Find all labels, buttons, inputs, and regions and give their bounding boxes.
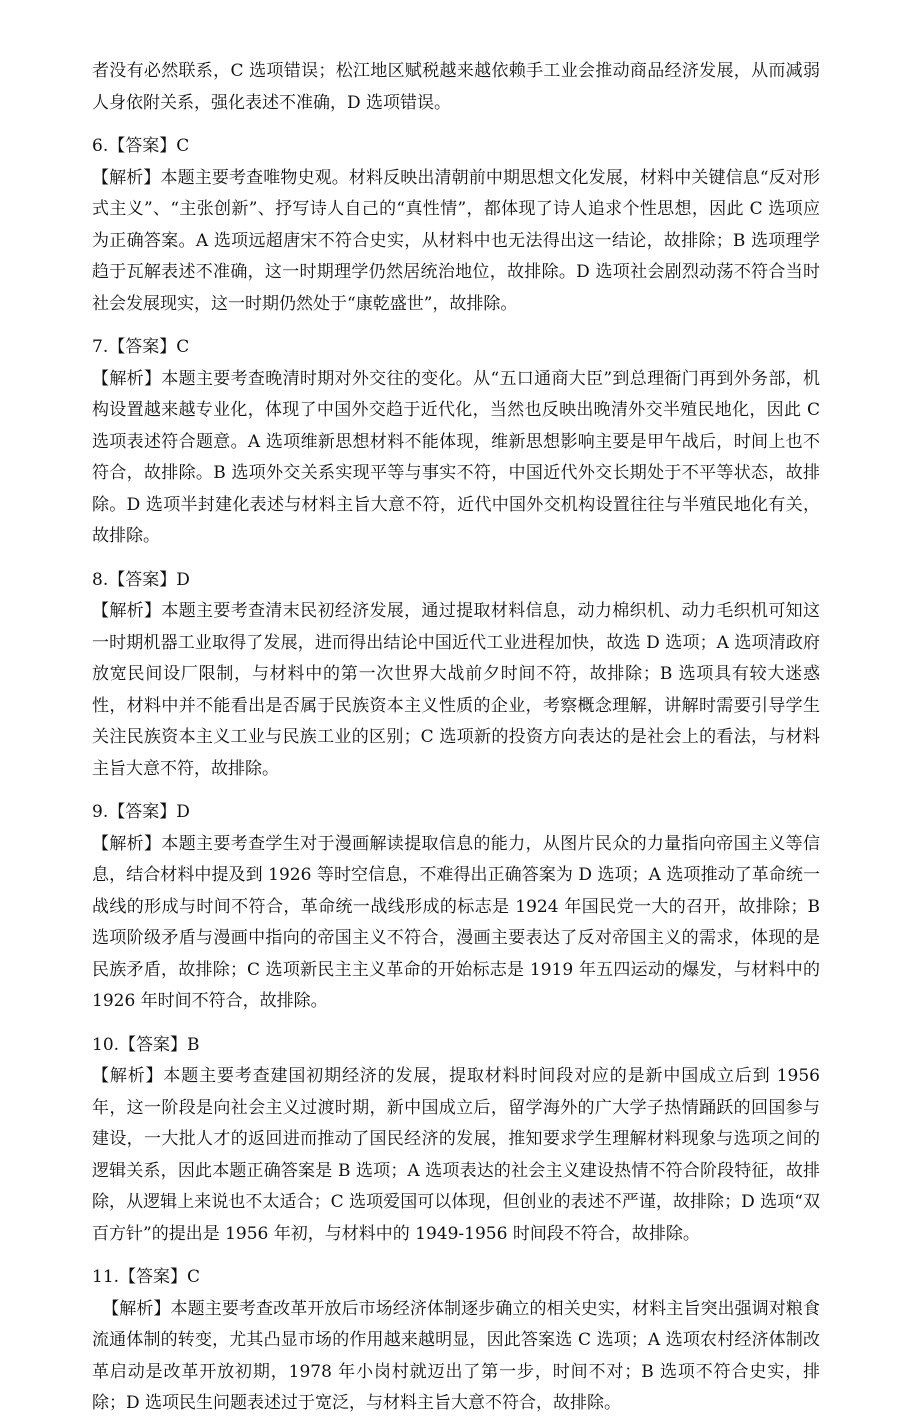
answer-item-11 — [92, 1262, 820, 1420]
analysis-paragraph: 【解析】本题主要考查晚清时期对外交往的变化。从“五口通商大臣”到总理衙门再到外务部，机构设置越来越专业化，体现了中国外交趋于近代化，当然也反映出晚清外交半殖民地化，因此 C 选项表述符合题意。A 选项维新思想材料不能体现，维新思想影响主要是甲午战后，时间上也不符合，故排除。B 选项外交关系实现平等与事实不符，中国近代外交长期处于不平等状态，故排除。D 选项半封建化表述与材料主旨大意不符，近代中国外交机构设置往往与半殖民地化有关，故排除。 — [92, 368, 820, 546]
answer-item-10 — [92, 1030, 820, 1251]
intro-paragraph: 者没有必然联系，C 选项错误；松江地区赋税越来越依赖手工业会推动商品经济发展，从而减弱人身依附关系，强化表述不准确，D 选项错误。 — [92, 61, 820, 113]
answer-item-9 — [92, 797, 820, 1018]
answer-label: 9.【答案】D — [92, 802, 190, 822]
analysis-paragraph: 【解析】本题主要考查学生对于漫画解读提取信息的能力，从图片民众的力量指向帝国主义等信息，结合材料中提及到 1926 等时空信息，不难得出正确答案为 D 选项；A 选项推动了革命统一战线的形成与时间不符合，革命统一战线形成的标志是 1924 年国民党一大的召开，故排除；B 选项阶级矛盾与漫画中指向的帝国主义不符合，漫画主要表达了反对帝国主义的需求，体现的是民族矛盾，故排除；C 选项新民主主义革命的开始标志是 1919 年五四运动的爆发，与材料中的 1926 年时间不符合，故排除。 — [92, 833, 820, 1011]
analysis-paragraph: 【解析】本题主要考查唯物史观。材料反映出清朝前中期思想文化发展，材料中关键信息“反对形式主义”、“主张创新”、抒写诗人自己的“真性情”，都体现了诗人追求个性思想，因此 C 选项应为正确答案。A 选项远超唐宋不符合史实，从材料中也无法得出这一结论，故排除；B 选项理学趋于瓦解表述不准确，这一时期理学仍然居统治地位，故排除。D 选项社会剧烈动荡不符合当时社会发展现实，这一时期仍然处于“康乾盛世”，故排除。 — [92, 167, 820, 314]
document-page — [92, 56, 820, 1420]
answer-label: 6.【答案】C — [92, 136, 190, 156]
analysis-paragraph: 【解析】本题主要考查改革开放后市场经济体制逐步确立的相关史实，材料主旨突出强调对粮食流通体制的转变，尤其凸显市场的作用越来越明显，因此答案选 C 选项；A 选项农村经济体制改革启动是改革开放初期，1978 年小岗村就迈出了第一步，时间不对；B 选项不符合史实，排除；D 选项民生问题表述过于宽泛，与材料主旨大意不符合，故排除。 — [92, 1298, 820, 1413]
answer-label: 7.【答案】C — [92, 337, 190, 357]
answer-item-6 — [92, 131, 820, 320]
answer-item-8 — [92, 565, 820, 786]
answer-label: 11.【答案】C — [92, 1267, 201, 1287]
answer-label: 10.【答案】B — [92, 1034, 200, 1055]
analysis-paragraph: 【解析】本题主要考查建国初期经济的发展，提取材料时间段对应的是新中国成立后到 1956 年，这一阶段是向社会主义过渡时期，新中国成立后，留学海外的广大学子热情踊跃的回国参与建设，一大批人才的返回进而推动了国民经济的发展，推知要求学生理解材料现象与选项之间的逻辑关系，因此本题正确答案是 B 选项；A 选项表达的社会主义建设热情不符合阶段特征，故排除，从逻辑上来说也不太适合；C 选项爱国可以体现，但创业的表述不严谨，故排除；D 选项“双百方针”的提出是 1956 年初，与材料中的 1949-1956 时间段不符合，故排除。 — [92, 1066, 820, 1244]
answer-label: 8.【答案】D — [92, 569, 190, 590]
analysis-paragraph: 【解析】本题主要考查清末民初经济发展，通过提取材料信息，动力棉织机、动力毛织机可知这一时期机器工业取得了发展，进而得出结论中国近代工业进程加快，故选 D 选项；A 选项清政府放宽民间设厂限制，与材料中的第一次世界大战前夕时间不符，故排除；B 选项具有较大迷惑性，材料中并不能看出是否属于民族资本主义性质的企业，考察概念理解，讲解时需要引导学生关注民族资本主义工业与民族工业的区别；C 选项新的投资方向表达的是社会上的看法，与材料主旨大意不符，故排除。 — [92, 601, 820, 779]
answer-item-7 — [92, 332, 820, 553]
